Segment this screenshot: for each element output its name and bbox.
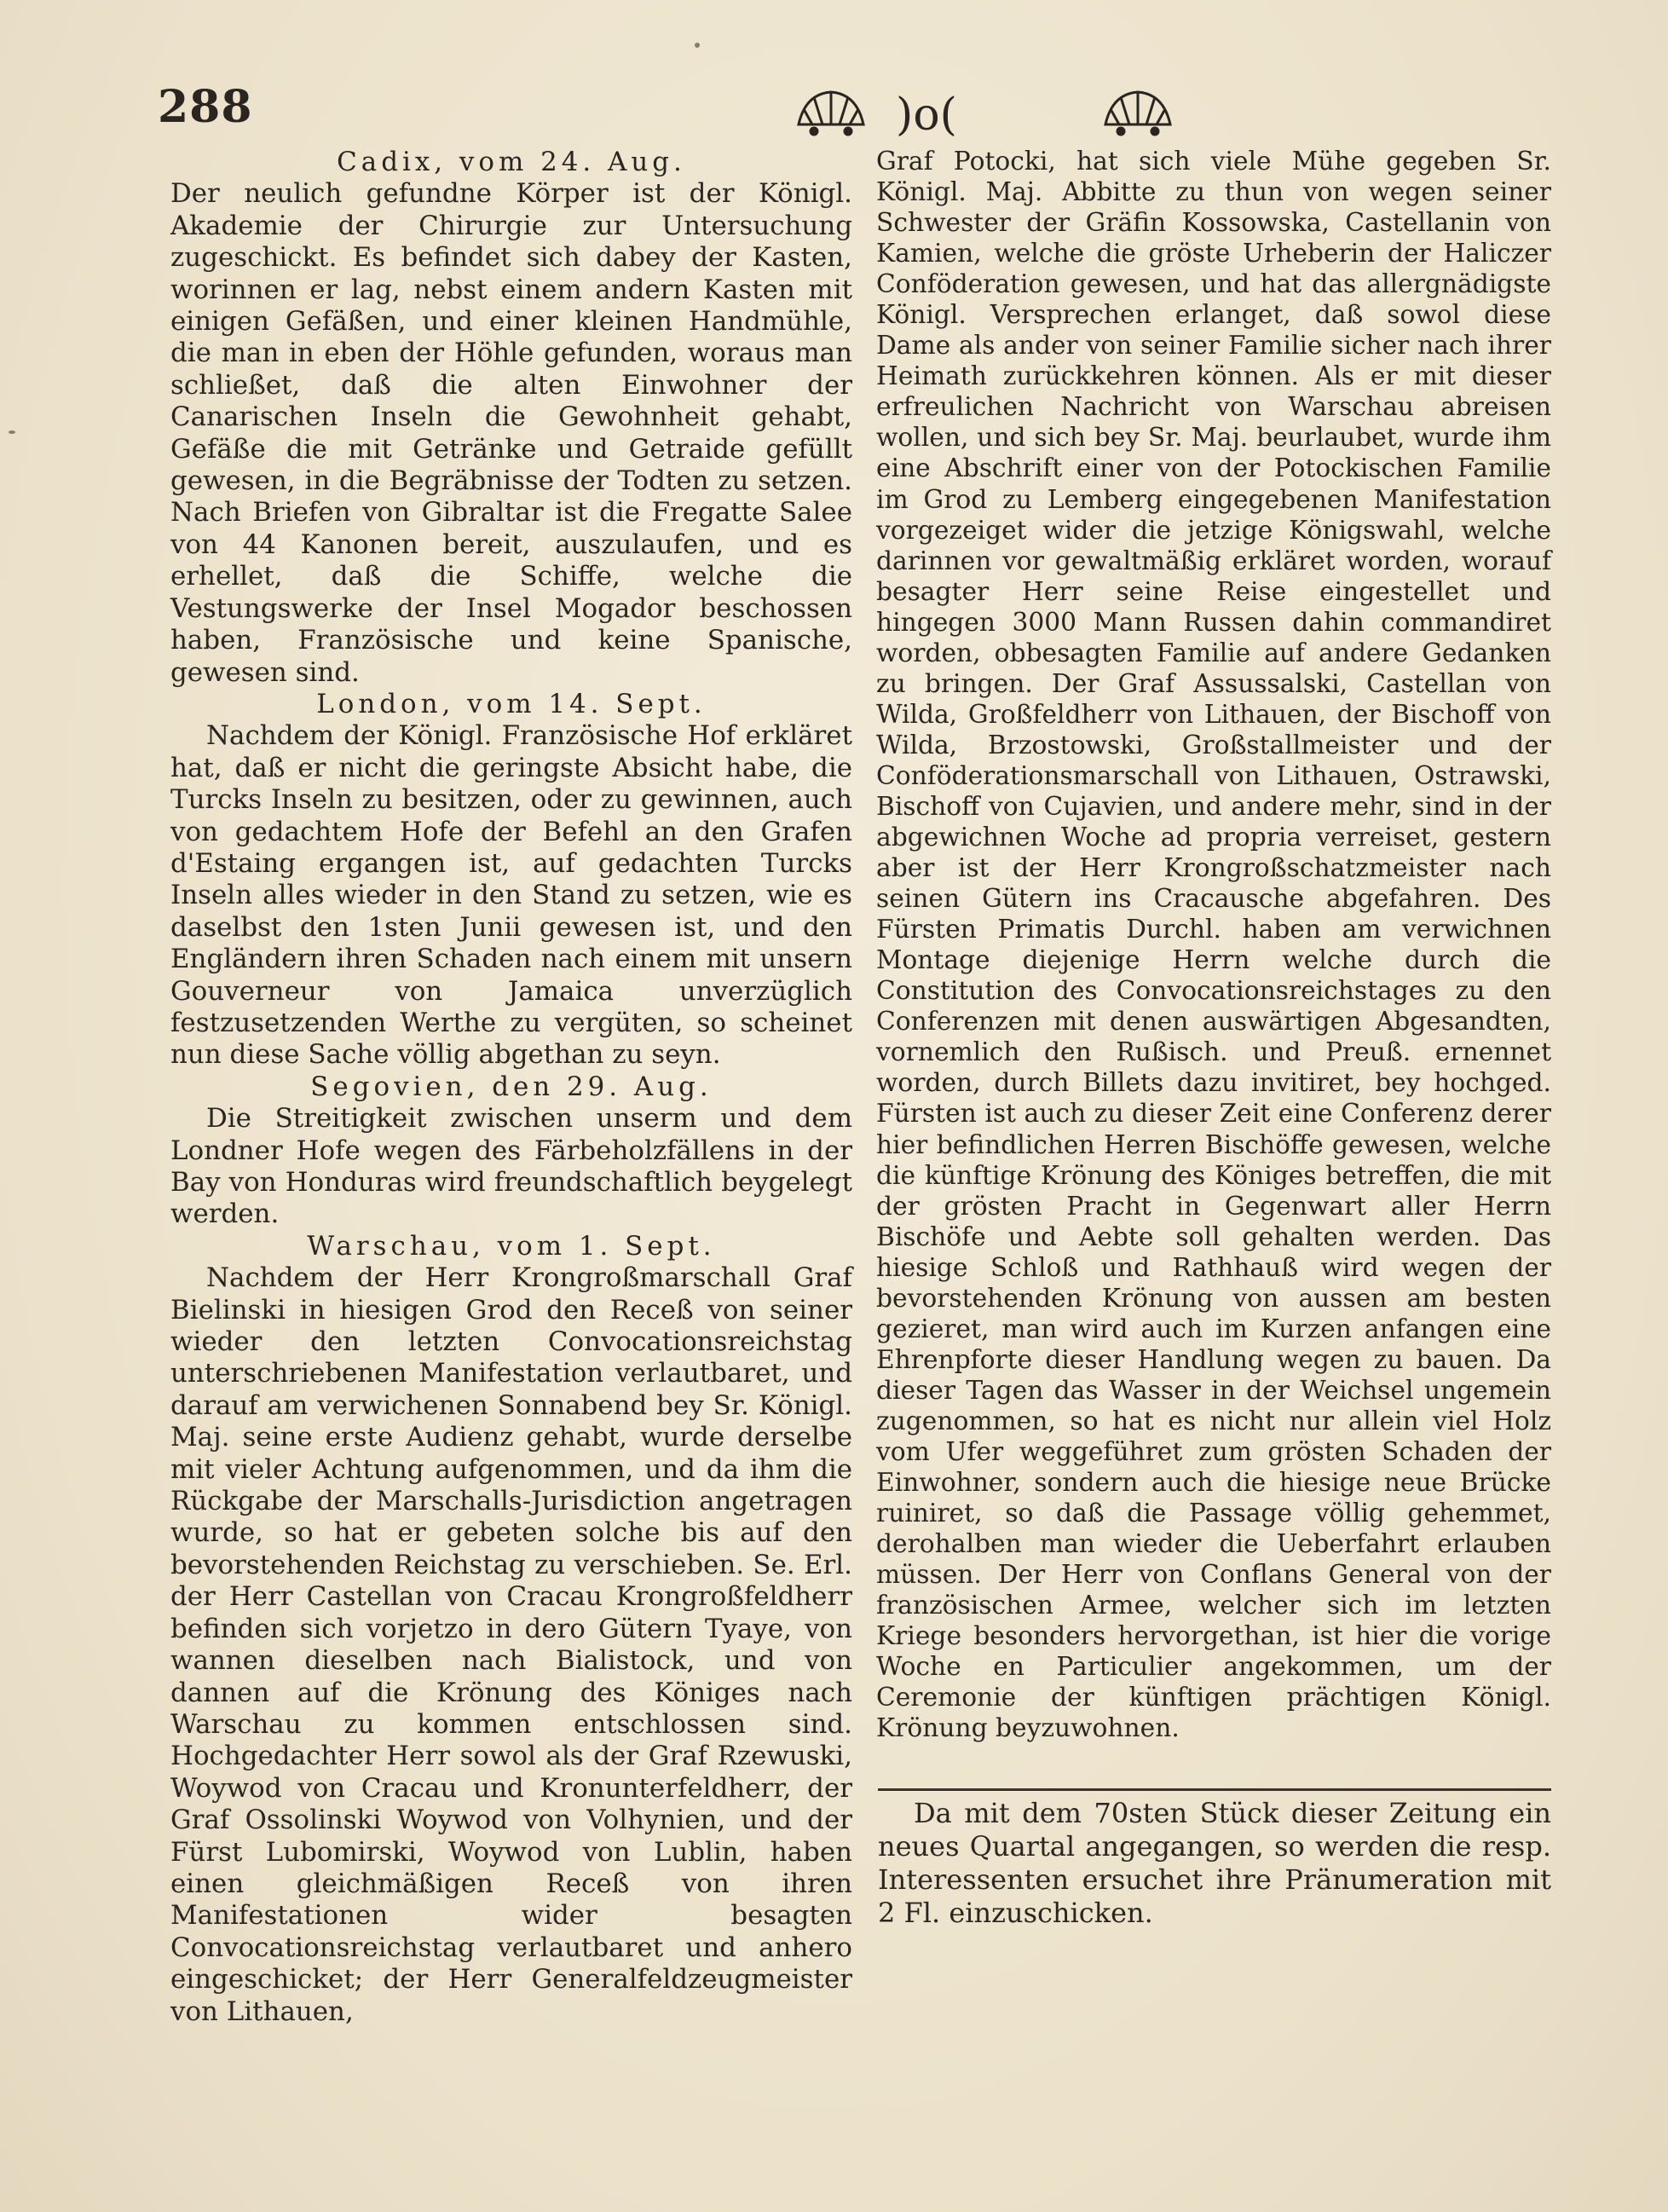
shell-ornament-left-icon: [799, 92, 863, 135]
shell-ornament-right-icon: [1105, 92, 1170, 135]
left-column: [170, 147, 852, 2028]
article-segovien: Die Streitigkeit zwischen unserm und dem Londner Hofe wegen des Färbeholzfällens in der Bay von Honduras wird freundschaftlich beygelegt werden.: [170, 1103, 852, 1230]
right-column: [876, 147, 1551, 1744]
dateline-london: London, vom 14. Sept.: [316, 688, 707, 719]
header-ornament: [661, 85, 1189, 145]
paper-speck: [9, 430, 15, 434]
dateline-segovien: Segovien, den 29. Aug.: [310, 1071, 713, 1102]
notice-text: Da mit dem 70sten Stück dieser Zeitung ein neues Quartal angegangen, so werden die resp. Interessenten ersuchet ihre Pränumeration mit 2 Fl. einzuschicken.: [878, 1797, 1551, 1929]
page-number: 288: [158, 81, 253, 133]
paper-speck: [695, 43, 700, 48]
subscription-notice: [878, 1797, 1551, 1930]
article-london: Nachdem der Königl. Französische Hof erkläret hat, daß er nicht die geringste Absicht habe, die Turcks Inseln zu besitzen, oder zu gewinnen, auch von gedachtem Hofe der Befehl an den Grafen d'Estaing ergangen ist, auf gedachten Turcks Inseln alles wieder in den Stand zu setzen, wie es daselbst den 1sten Junii gewesen ist, und den Engländern ihren Schaden nach einem mit unsern Gouverneur von Jamaica unverzüglich festzusetzenden Werthe zu vergüten, so scheinet nun diese Sache völlig abgethan zu seyn.: [170, 720, 852, 1071]
dateline-warschau: Warschau, vom 1. Sept.: [307, 1230, 716, 1262]
article-cadix: Der neulich gefundne Körper ist der Königl. Akademie der Chirurgie zur Untersuchung zugeschickt. Es befindet sich dabey der Kasten, worinnen er lag, nebst einem andern Kasten mit einigen Gefäßen, und einer kleinen Handmühle, die man in eben der Höhle gefunden, woraus man schließet, daß die alten Einwohner der Canarischen Inseln die Gewohnheit gehabt, Gefäße die mit Getränke und Getraide gefüllt gewesen, in die Begräbnisse der Todten zu setzen. Nach Briefen von Gibraltar ist die Fregatte Salee von 44 Kanonen bereit, auszulaufen, und es erhellet, daß die Schiffe, welche die Vestungswerke der Insel Mogador beschossen haben, Französische und keine Spanische, gewesen sind.: [170, 178, 852, 688]
page-header: [149, 81, 1549, 149]
notice-divider: [878, 1788, 1551, 1791]
dateline-cadix: Cadix, vom 24. Aug.: [337, 147, 686, 177]
article-warschau: Nachdem der Herr Krongroßmarschall Graf Bielinski in hiesigen Grod den Receß von seiner wieder den letzten Convocationsreichstag unterschriebenen Manifestation verlautbaret, und darauf am verwichenen Sonnabend bey Sr. Königl. Maj. seine erste Audienz gehabt, wurde derselbe mit vieler Achtung aufgenommen, und da ihm die Rückgabe der Marschalls-Jurisdiction angetragen wurde, so hat er gebeten solche bis auf den bevorstehenden Reichstag zu verschieben. Se. Erl. der Herr Castellan von Cracau Krongroßfeldherr befinden sich vorjetzo in dero Gütern Tyaye, von wannen dieselben nach Bialistock, und von dannen auf die Krönung des Königes nach Warschau zu kommen entschlossen sind. Hochgedachter Herr sowol als der Graf Rzewuski, Woywod von Cracau und Kronunterfeldherr, der Graf Ossolinski Woywod von Volhynien, und der Fürst Lubomirski, Woywod von Lublin, haben einen gleichmäßigen Receß von ihren Manifestationen wider besagten Convocationsreichstag verlautbaret und anhero eingeschicket; der Herr Generalfeldzeugmeister von Lithauen,: [170, 1262, 852, 2027]
article-warschau-continued: Graf Potocki, hat sich viele Mühe gegeben Sr. Königl. Maj. Abbitte zu thun von wegen seiner Schwester der Gräfin Kossowska, Castellanin von Kamien, welche die gröste Urheberin der Haliczer Conföderation gewesen, und hat das allergnädigste Königl. Versprechen erlanget, daß sowol diese Dame als ander von seiner Familie sicher nach ihrer Heimath zurückkehren können. Als er mit dieser erfreulichen Nachricht von Warschau abreisen wollen, und sich bey Sr. Maj. beurlaubet, wurde ihm eine Abschrift einer von der Potockischen Familie im Grod zu Lemberg eingegebenen Manifestation vorgezeiget wider die jetzige Königswahl, welche darinnen vor gewaltmäßig erkläret worden, worauf besagter Herr seine Reise eingestellet und hingegen 3000 Mann Russen dahin commandiret worden, obbesagten Familie auf andere Gedanken zu bringen. Der Graf Assussalski, Castellan von Wilda, Großfeldherr von Lithauen, der Bischoff von Wilda, Brzostowski, Großstallmeister und der Conföderationsmarschall von Lithauen, Ostrawski, Bischoff von Cujavien, und andere mehr, sind in der abgewichnen Woche ad propria verreiset, gestern aber ist der Herr Krongroßschatzmeister nach seinen Gütern ins Cracausche abgefahren. Des Fürsten Primatis Durchl. haben am verwichnen Montage diejenige Herrn welche durch die Constitution des Convocationsreichstages zu den Conferenzen mit denen auswärtigen Abgesandten, vornemlich den Rußisch. und Preuß. ernennet worden, durch Billets dazu invitiret, bey hochged. Fürsten ist auch zu dieser Zeit eine Conferenz derer hier befindlichen Herren Bischöffe gewesen, welche die künftige Krönung des Königes betreffen, die mit der grösten Pracht in Gegenwart aller Herrn Bischöfe und Aebte soll gehalten werden. Das hiesige Schloß und Rathhauß wird wegen der bevorstehenden Krönung von aussen am besten gezieret, man wird auch im Kurzen anfangen eine Ehrenpforte dieser Handlung wegen zu bauen. Da dieser Tagen das Wasser in der Weichsel ungemein zugenommen, so hat es nicht nur allein viel Holz vom Ufer weggeführet zum grösten Schaden der Einwohner, sondern auch die hiesige neue Brücke ruiniret, so daß die Passage völlig gehemmet, derohalben man wieder die Ueberfahrt erlauben müssen. Der Herr von Conflans General von der französischen Armee, welcher sich im letzten Kriege besonders hervorgethan, ist hier die vorige Woche en Particulier angekommen, um der Ceremonie der künftigen prächtigen Königl. Krönung beyzuwohnen.: [876, 147, 1551, 1744]
header-center-mark: )o(: [896, 90, 957, 141]
